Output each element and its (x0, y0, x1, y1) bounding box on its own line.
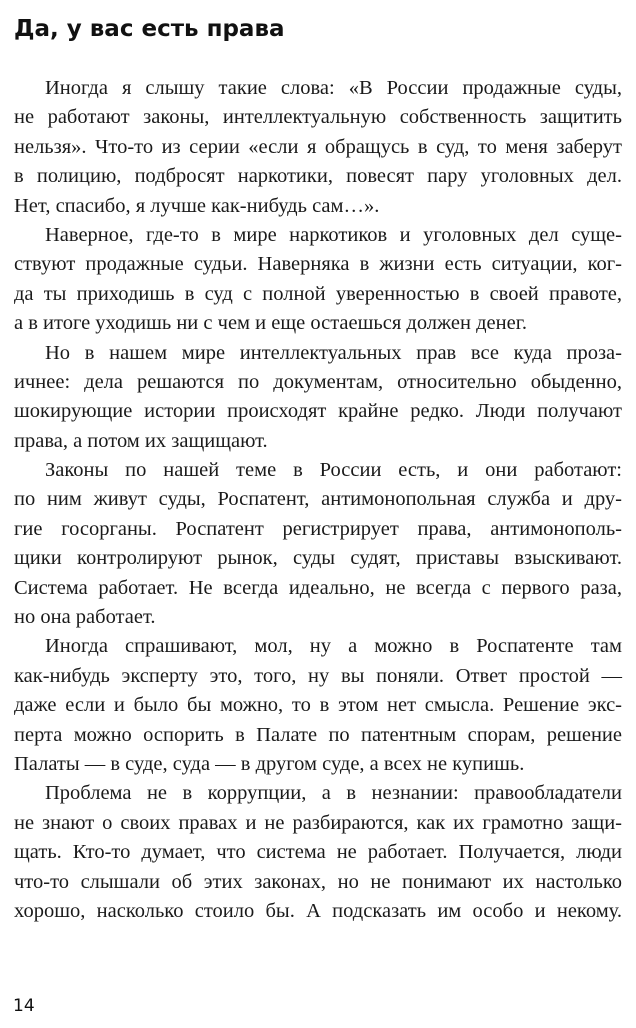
body-text (14, 74, 622, 926)
text-line: нельзя». Что-то из серии «если я обращусь в суд, то меня заберут (14, 135, 622, 158)
text-line: перта можно оспорить в Палате по патентным спорам, решение (14, 723, 622, 746)
text-line: Иногда я слышу такие слова: «В России продажные суды, (45, 77, 622, 99)
text-line: что-то слышали об этих законах, но не понимают их настолько (14, 870, 622, 893)
paragraph-6 (14, 779, 622, 926)
text-line: Наверное, где-то в мире наркотиков и уголовных дел суще- (45, 223, 622, 246)
text-line: Нет, спасибо, я лучше как-нибудь сам…». (14, 194, 380, 217)
text-line: Но в нашем мире интеллектуальных прав все куда проза- (45, 341, 622, 364)
text-line: гие госорганы. Роспатент регистрирует права, антимонополь- (14, 517, 622, 540)
text-line: Иногда спрашивают, мол, ну а можно в Роспатенте там (45, 635, 622, 658)
paragraph-3 (14, 339, 622, 457)
text-line: щать. Кто-то думает, что система не работает. Получается, люди (14, 841, 622, 864)
text-line: шокирующие истории происходят крайне редко. Люди получают (14, 400, 622, 423)
text-line: Система работает. Не всегда идеально, не всегда с первого раза, (14, 576, 622, 599)
text-line: не работают законы, интеллектуальную собственность защитить (14, 106, 622, 129)
text-line: Проблема не в коррупции, а в незнании: правообладатели (45, 782, 622, 805)
text-line: как-нибудь эксперту это, того, ну вы поняли. Ответ простой — (14, 664, 622, 687)
text-line: права, а потом их защищают. (14, 429, 268, 452)
text-line: а в итоге уходишь ни с чем и еще остаешься должен денег. (14, 312, 527, 335)
text-line: но она работает. (14, 606, 156, 629)
text-line: в полицию, подбросят наркотики, повесят пару уголовных дел. (14, 165, 622, 188)
text-line: щики контролируют рынок, суды судят, приставы взыскивают. (14, 547, 622, 570)
text-line: по ним живут суды, Роспатент, антимонопольная служба и дру- (14, 488, 622, 511)
paragraph-4 (14, 456, 622, 632)
paragraph-5 (14, 632, 622, 779)
paragraph-2 (14, 221, 622, 339)
text-line: Законы по нашей теме в России есть, и они работают: (45, 459, 622, 482)
paragraph-1 (14, 74, 622, 221)
text-line: хорошо, насколько стоило бы. А подсказать им особо и некому. (14, 899, 622, 922)
page-number: 14 (13, 996, 35, 1016)
text-line: Палаты — в суде, суда — в другом суде, а всех не купишь. (14, 752, 525, 775)
text-line: ичнее: дела решаются по документам, относительно обыденно, (14, 370, 622, 393)
text-line: ствуют продажные судьи. Наверняка в жизни есть ситуации, ког- (14, 253, 622, 276)
text-line: да ты приходишь в суд с полной уверенностью в своей правоте, (14, 282, 622, 305)
text-line: даже если и было бы можно, то в этом нет смысла. Решение экс- (14, 694, 622, 717)
text-line: не знают о своих правах и не разбираются, как их грамотно защи- (14, 811, 622, 834)
section-heading: Да, у вас есть права (14, 16, 285, 42)
